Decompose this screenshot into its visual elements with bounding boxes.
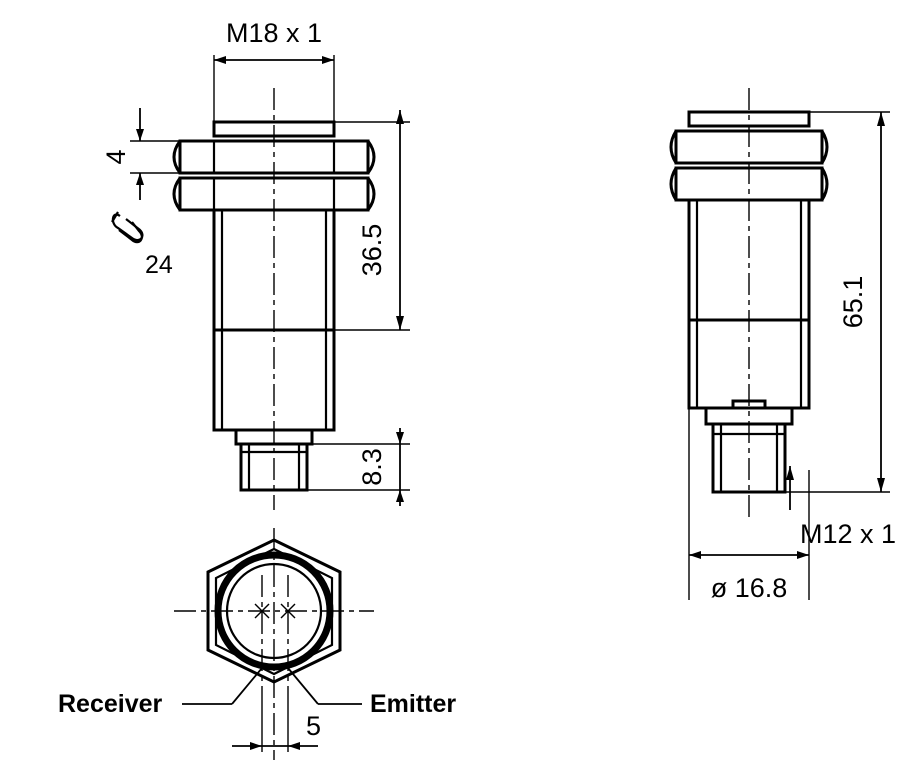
nut-thk-arrow-top bbox=[136, 129, 144, 141]
d365-arrow-top bbox=[396, 110, 404, 124]
d5-arrow-right bbox=[288, 742, 300, 750]
m18-arrow-left bbox=[214, 56, 226, 64]
front-view bbox=[101, 18, 410, 510]
dim-total-length: 65.1 bbox=[838, 275, 868, 329]
d168-arrow-right bbox=[797, 551, 809, 559]
label-emitter: Emitter bbox=[370, 690, 457, 718]
nut-thk-arrow-bottom bbox=[136, 173, 144, 185]
d5-arrow-left bbox=[250, 742, 262, 750]
side-view bbox=[671, 88, 896, 603]
receiver-leader-angled bbox=[232, 668, 262, 704]
m18-arrow-right bbox=[322, 56, 334, 64]
dim-body-length: 36.5 bbox=[357, 223, 387, 277]
emitter-leader-angled bbox=[288, 668, 318, 704]
d168-arrow-left bbox=[689, 551, 701, 559]
dim-nut-thickness: 4 bbox=[101, 149, 131, 165]
wrench-icon bbox=[112, 212, 142, 242]
dim-wrench-size: 24 bbox=[145, 251, 173, 279]
dim-thread-top: M18 x 1 bbox=[225, 18, 323, 48]
dim-hex-diameter: ø 16.8 bbox=[710, 573, 788, 603]
d83-arrow-bottom bbox=[396, 490, 404, 502]
m12-leader-arrow bbox=[786, 466, 794, 480]
bottom-view bbox=[58, 528, 456, 760]
dim-optics-spacing: 5 bbox=[306, 711, 322, 741]
d365-arrow-bottom bbox=[396, 316, 404, 330]
label-receiver: Receiver bbox=[58, 690, 163, 718]
dim-connector-thread: M12 x 1 bbox=[800, 519, 897, 549]
dim-connector-length: 8.3 bbox=[357, 448, 387, 486]
d83-arrow-top bbox=[396, 432, 404, 444]
d651-arrow-top bbox=[877, 112, 885, 126]
d651-arrow-bottom bbox=[877, 478, 885, 492]
